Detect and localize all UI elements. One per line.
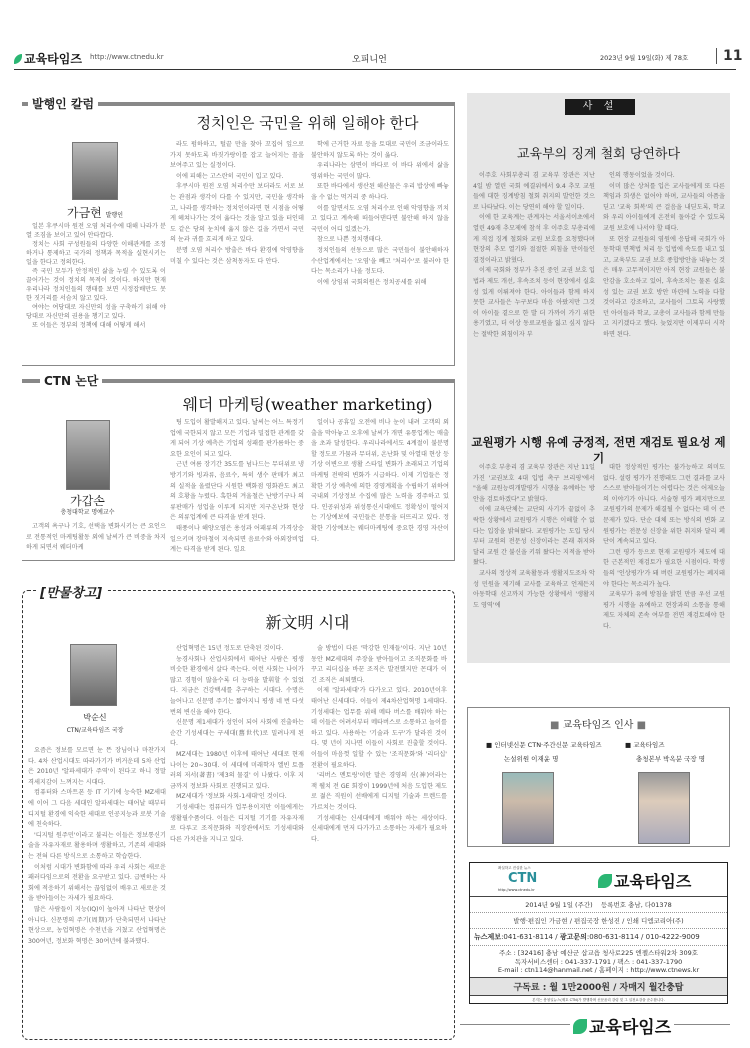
subscription: 구독료 : 월 1만2000원 / 자매지 월간충탑 xyxy=(470,978,727,996)
author-role: 충청대학교 명예교수 xyxy=(60,509,115,516)
paragraph: 이에 교육단체는 교단의 사기가 끝없이 추락한 상황에서 교원평가 시행은 이해할 수 없다는 입장을 밝혀왔다. 교원평가는 도입 당시부터 교원의 전문성 신장이라는 본래 취지와 달리 교원 간 불신을 키워 왔다는 지적을 받아왔다. xyxy=(473,506,595,567)
issue-date: 2023년 9월 19일(화) 제 78호 xyxy=(600,54,689,62)
greeting-right-org-text: 교육타임즈 xyxy=(633,741,665,749)
article-column-2 xyxy=(170,644,304,1034)
author-photo xyxy=(66,420,110,490)
editorial-1-column-2 xyxy=(603,171,725,411)
masthead-box xyxy=(469,862,728,1004)
article-title: 新文明 시대 xyxy=(265,613,350,632)
paragraph: 또 현장 교원들의 염원에 응답해 국회가 아동학대 면책법 처리 등 입법에 속도를 내고 있고, 교육부도 교권 보호 종합방안을 내놓는 것은 매우 고무적이지만 아직 현장 교원들은 불안감을 호소하고 있어, 후속조치는 물론 실효성 있는 교권 보호 방안 마련에 노력을 다할 것이라고 강조하고, 교사들이 그토록 사랑했던 아이들과 학교, 교총이 교사들과 함께 만들고 지키겠다고 했다. 늦었지만 이제부터 시작하면 된다. xyxy=(603,235,725,338)
ctn-url: http://www.ctnedu.kr xyxy=(498,888,535,892)
paragraph: 이미 많은 상처를 입은 교사들에게 또 다른 책임과 희생은 없어야 하며, 교사들의 아픔을 딛고 '교육 회복'의 큰 걸음을 내딛도록, 학교와 우리 아이들에게 온전히 돌아갈 수 있도록 교원 보호에 나서야 할 때다. xyxy=(603,182,725,232)
appointee-photo xyxy=(638,772,690,844)
paragraph: 학에 근거한 자료 등을 토대로 국민이 조금이라도 불안하지 않도록 하는 것이 옳다. xyxy=(311,141,449,159)
tips-phone: :041-631-8114 xyxy=(501,933,554,941)
greeting-left-org: ■ 인터넷신문 CTN·주간신문 교육타임즈 xyxy=(486,741,602,749)
masthead-contacts: 뉴스제보:041-631-8114 / 광고문의:080-631-8114 / 010-4222-9009 xyxy=(470,929,727,946)
author-role: 발행인 xyxy=(105,212,123,219)
leaf-logo-icon xyxy=(598,874,612,888)
paragraph: 후쿠시마 원전 오염 처리수만 보더라도 서로 보는 관점과 생각이 다를 수 있지만, 국민을 생각하고, 나라를 생각하는 정치인이라면 현 시점을 어떻게 헤쳐나가는 것이 옳다는 것을 알고 있을 터인데도 같은 당의 눈치에 옳지 않은 길을 가면서 국민의 눈과 귀를 흐리게 하고 있다. xyxy=(170,183,304,244)
paragraph: MZ세대는 1980년 이후에 태어난 세대로 현재 나이는 20~30대. 이 세대에 미래학자 엘빈 토플러의 저서(著書) '제3의 물결' 이 나왔다. 이후 지금까지 정보화 사회로 진행되고 있다. xyxy=(170,750,304,790)
paragraph: 교육부가 유예 방침을 밝힌 만큼 우선 교원평가 시행을 유예하고 현장과의 소통을 통해 제도 자체의 존속 여부를 전면 재검토해야 한다. xyxy=(603,591,725,630)
author-name: 박순신 xyxy=(83,713,107,722)
paragraph: 산업혁명은 15년 정도로 단축된 것이다. xyxy=(176,645,284,652)
ads-phone: :080-631-8114 / 010-4222-9009 xyxy=(586,933,700,941)
article-column-1 xyxy=(26,222,166,366)
address: 주소 : [32416] 충남 예산군 삽교읍 청사로225 엔젤스타워2차 309호 xyxy=(499,949,698,957)
article-title: 웨더 마케팅(weather marketing) xyxy=(182,395,433,414)
paragraph: 태풍이나 해양오염은 용성과 어패류의 가격상승 일으키며 장마철이 지속되면 음료수와 아외장비업계는 타격을 받게 된다. 일요 xyxy=(170,524,304,554)
editorial-1-column-1 xyxy=(473,171,595,411)
paragraph: 이에 피해는 고스란히 국민이 입고 있다. xyxy=(176,172,284,180)
article-column-3 xyxy=(311,418,449,558)
registration-number: 등록번호 충남, 다01378 xyxy=(600,901,672,909)
author-photo xyxy=(70,644,117,706)
paragraph: 여야는 여당대로 자신만의 성을 구축하기 위해 야당대로 자신만의 권용을 챙기고 있다. xyxy=(26,304,166,320)
page-header xyxy=(14,48,743,70)
editorial-2-column-1 xyxy=(473,463,595,655)
appointee-photo xyxy=(502,772,554,844)
article-column-2 xyxy=(170,418,304,558)
paragraph: 또한 바다에서 생산된 해산물은 우리 밥상에 빠놓을 수 없는 먹거리 중 하나다. xyxy=(311,183,449,201)
article-column-1 xyxy=(28,746,166,1034)
author-name: 가갑손 xyxy=(70,494,105,508)
header-url[interactable]: http://www.ctnedu.kr xyxy=(90,53,164,61)
paragraph: '디지털 원주민'이라고 불리는 이들은 정보통신기술을 자유자재로 활용하며 생활하고, 기존의 세대와는 전혀 다른 방식으로 소통하고 학습한다. xyxy=(28,831,166,860)
mulmul-label: [만물창고] xyxy=(36,582,106,601)
paragraph: 이제 '알파세대'가 다가오고 있다. 2010년이후 태어난 신세대다. 이들이 제4차산업혁명 1세대다. 기성세대는 업무를 위해 메타 버스를 배워야 하는데 이들은 어려서부터 메타버스로 소통하고 놀이를 하고 있다. 사용하는 '기술과 도구'가 달라진 것이다. 몇 년이 지나면 이들이 사회로 진출할 것이다. 이들이 마음껏 일할 수 있는 '조직문화'와 '리더십' 전환이 필요하다. xyxy=(311,687,447,769)
paragraph: 인의 행동이었을 것이다. xyxy=(609,172,675,179)
article-title: 정치인은 국민을 위해 일해야 한다 xyxy=(196,114,419,132)
article-column-2 xyxy=(170,140,304,337)
paragraph: 기성세대는 신세대에게 배워야 하는 세상이다. 신세대에게 먼저 다가가고 소통하는 자세가 필요하다. xyxy=(311,814,447,843)
footer-logo-text: 교육타임즈 xyxy=(589,1018,672,1038)
footer-logo xyxy=(570,1013,674,1038)
paragraph: 이처럼 시대가 변화함에 따라 우리 사회는 새로운 패러다임으로의 전환을 요구받고 있다. 급변하는 사회에 적응하기 위해서는 끊임없이 배우고 새로운 것을 받아들이는 자세가 필요하다. xyxy=(28,863,166,903)
email-homepage[interactable]: E-mail : ctn114@hanmail.net / 홈페이지 : http://www.ctnews.kr xyxy=(497,966,700,974)
editorial-box xyxy=(467,93,730,663)
paragraph: 이주호 부총리 겸 교육부 장관은 지난 11일 가진 '교권보호 4대 입법 촉구 브리핑'에서 "올해 교원능력개발평가 시행을 유예하는 방안을 검토하겠다"고 밝혔다. xyxy=(473,464,595,503)
masthead-logo-text: 교육타임즈 xyxy=(614,872,692,891)
author-name-text: 가금현 xyxy=(67,206,102,220)
paragraph: 팅 도입이 활발해지고 있다. 날씨는 어느 특정기업에 국한되지 않고 모든 기업과 밀접한 관계를 갖게 되어 기상 예측은 기업의 성패를 판가름하는 중요한 요인이 되고 있다. xyxy=(170,419,304,458)
paragraph: 이를 알면서도 오염 처리수로 인해 악영향을 끼치고 있다고 계속해 떠들어댄다면 불안해 하지 않을 국민이 어디 있겠는가. xyxy=(311,204,449,233)
paragraph: 농경사회나 산업사회에서 태어난 사람은 평생 비슷한 환경에서 살다 죽는다. 이런 사회는 나이가 많고 경험이 많을수록 더 능력을 발휘할 수 있었다. 지금은 건강백세를 추구하는 시대다. 수명은 늘어나고 신문명 주기는 짧아지니 평생 네 번 다섯 번의 변신을 해야 한다. xyxy=(170,655,304,716)
masthead-registration xyxy=(470,897,727,913)
paragraph: MZ세대가 '정보화 사회-1세대'인 것이다. xyxy=(176,793,287,801)
author-name xyxy=(40,204,150,221)
paragraph: 이제 국회와 정부가 추진 중인 교권 보호 입법과 제도 개선, 후속조치 등이 현장에서 실효성 있게 이뤄져야 한다. 아이들과 함께 하지 못한 교사들은 누구보다 마음 아팠지만 그것이 아이들 곁으로 한 발 더 가까이 가기 위한 용기였고, 더 이상 동료교원을 잃고 싶지 않다는 절박한 외침이자 부 xyxy=(473,267,595,338)
leaf-logo-icon xyxy=(14,54,22,64)
paragraph: 신문명 제1세대가 성인이 되어 사회에 진출하는 순간 기성세대는 구세대(舊世代)로 밀려나게 된다. xyxy=(170,719,304,748)
paragraph: 일본 후쿠시마 원전 오염 처리수에 대해 나라가 분열 조짐을 보이고 있어 안타깝다. xyxy=(26,223,166,239)
tips-label: 뉴스제보 xyxy=(474,933,502,941)
paragraph: 우리나라는 삼면이 바다로 이 바다 위에서 삶을 영위하는 국민이 많다. xyxy=(311,162,449,180)
header-logo xyxy=(14,50,82,67)
reader-service: 독자서비스센터 : 041-337-1791 / 팩스 : 041-337-1790 xyxy=(514,957,683,966)
leaf-logo-icon xyxy=(573,1019,587,1034)
paragraph: 정치는 사회 구성원들의 다양한 이해관계를 조정하거나 통제하고 국가의 정책과 목적을 실현시키는 일을 한다고 정의한다. xyxy=(26,241,166,266)
greeting-title-text: 교육타임즈 인사 xyxy=(562,720,634,731)
author-photo xyxy=(72,142,118,200)
paragraph: 컴퓨터와 스마트폰 등 IT 기기에 능숙한 MZ세대에 이어 그 다음 세대인 알파세대는 태어날 때부터 디지털 환경에 익숙한 세대로 인공지능과 로봇 기술에 친숙하다. xyxy=(28,789,166,829)
greeting-right-appt: 충청본부 박옥분 국장 명 xyxy=(636,755,705,763)
author-role: CTN/교육타임즈 국장 xyxy=(66,727,124,734)
article-column-3 xyxy=(311,644,447,1034)
ctn-tagline: 확실하고 진실한 뉴스 xyxy=(498,866,531,870)
ctn-logo: CTN xyxy=(508,871,538,886)
paragraph: 참으로 나쁜 정치행태다. xyxy=(317,236,383,244)
editorial-title-1: 교육부의 징계 철회 당연하다 xyxy=(516,147,681,162)
ctn-forum-label: CTN 논단 xyxy=(40,372,102,389)
masthead-footnote: 본지는 충청일뉴스(제호 CTN)가 발행하며 신문윤리 강령 및 그 실천요강을 준수합니다. xyxy=(532,997,665,1002)
paragraph: 라도 펌하하고, 털끝 만을 찾아 꼬집어 잎으로 가지 못하도록 바짓가랑이를 잡고 늘어지는 꼴을 보여주고 있는 실정이다. xyxy=(170,141,304,170)
paragraph: 이주호 사회부총리 겸 교육부 장관은 지난 4일 밤 열린 국회 예결위에서 9.4 추모 교원들에 대한 징계방침 철회 취지의 발언한 것으로 나타났다. 이는 당연히 해야 할 일이다. xyxy=(473,172,595,211)
article-column-1 xyxy=(26,522,166,556)
ads-label: 광고문의 xyxy=(559,933,587,941)
publisher-column-label: 발행인 칼럼 xyxy=(28,95,98,112)
logo-text: 교육타임즈 xyxy=(24,52,82,66)
greeting-left-appt: 논설위원 이재윤 명 xyxy=(504,755,559,763)
paragraph: 그런 평가 등으로 현재 교원평가 제도에 대한 근본적인 재검토가 필요한 시점이다. 학생들의 '인상평가'가 돼 버린 교원평가는 폐지돼야 한다는 목소리가 높다. xyxy=(603,548,725,588)
paragraph: 기성세대는 컴퓨터가 업무용이지만 이들에게는 생활필수품이다. 이들은 디지털 기기를 자유자재로 다루고 조직문화와 직장관에서도 기성세대와 다른 가치관을 지니고 있다. xyxy=(170,803,304,843)
paragraph: 많은 사람들이 지능(IQ)이 높아져 나타난 현상이 아니다. 신문명의 주기(周期)가 단축되면서 나타난 현상으로, 농업혁명은 수천년을 거쳤고 산업혁명은 300여년, 정보화 혁명은 30여년에 불과했다. xyxy=(28,905,166,945)
paragraph: 분명 오염 처리수 방출은 바다 환경에 악영향을 미칠 수 있다는 것은 삼척동자도 다 안다. xyxy=(170,246,304,265)
greeting-box xyxy=(467,707,730,847)
greeting-title: ■ 교육타임즈 인사 ■ xyxy=(549,720,647,731)
editorial-label: 사 설 xyxy=(565,99,635,115)
page-number: 11 xyxy=(716,48,742,64)
paragraph: 이에 한 교육계는 관계자는 서울서이초에서 열린 49재 추모제에 참석 후 이주호 부총리에게 직접 징계 철회와 교원 보호를 요청했다며 현장의 추모 열기와 절절한 외침을 만이들인 결정이라고 밝혔다. xyxy=(473,214,595,264)
greeting-left-org-text: 인터넷신문 CTN·주간신문 교육타임즈 xyxy=(494,741,602,749)
editorial-title-2: 교원평가 시행 유예 긍정적, 전면 재검토 필요성 제기 xyxy=(471,435,726,465)
paragraph: 즉 국민 모두가 안정적인 삶을 누릴 수 있도록 이끌어가는 것이 정치의 목적이 것이다. 하지만 현재 우리나라 정치인들의 행태를 보면 시정잡배만도 못한 짓거리를 서슴치 않고 있다. xyxy=(26,268,166,302)
section-name: 오피니언 xyxy=(352,55,387,65)
paragraph: 요즘은 정보를 모르면 눈 뜬 장님이나 마찬가지다. 4차 산업시대도 따라가기가 버거운데 5차 산업은 2010년 '알파세대가 주역'이 된다고 하니 정말 격세지감이 느껴지는 시대다. xyxy=(28,747,166,786)
article-column-3 xyxy=(311,140,449,337)
paragraph: 고객의 욕구나 기호, 선택을 변화시키는 큰 요인으로 전통적인 마케팅활동 외에 날씨가 큰 비중을 차지하게 되면서 웨더마케 xyxy=(26,523,166,552)
paragraph: 교사의 정상적 교육활동과 생활지도조차 악성 민원을 제기해 교사를 교육하고 언제든지 아동학대 신고까지 가능한 상황에서 '생활지도 영역'에 xyxy=(473,569,595,609)
paragraph: '리버스 멘토링'이란 말은 경영의 신(神)이라는 잭 웰치 전 GE 회장이 1999년에 처음 도입한 제도로 젊은 직원이 선배에게 디지털 기술과 트렌드를 가르치는 것이다. xyxy=(311,772,447,811)
masthead-address xyxy=(470,946,727,978)
founded-date: 2014년 9월 1일 (주간) xyxy=(525,901,593,909)
masthead-logos xyxy=(470,863,727,897)
editorial-2-column-2 xyxy=(603,463,725,655)
paragraph: 일이나 공휴일 오전에 비나 눈이 내려 고객의 외출을 막아놓고 오후에 날씨가 개면 유통업계는 매출을 초과 달성한다. 우리나라에서도 4계절이 불분명할 정도로 가뭄과 무더위, 온난화 및 아열대 현상 등 기상 이변으로 생활 스타일 변화가 초래되고 기업의 마케팅 전략의 변화가 시급하다. 이제 기업들은 정확한 기상 예측에 의한 경영계획을 수립하기 위하여 국내외 기상정보 수집에 많은 노력을 경주하고 있다. 인공위성과 위성통신시대에도 정확성이 떨어지는 기상예보에 국민들은 분통을 터뜨리고 있다. 정확한 기상예보는 웨더마케팅에 중요한 경영 자산이다. xyxy=(311,419,449,543)
masthead-logo xyxy=(598,869,691,892)
paragraph: 이에 상임위 국회의원은 정치공세를 위해 xyxy=(317,278,427,286)
paragraph: 정치인들의 선동으로 많은 국민들이 불안해하자 수산업계에서는 '오염'을 빼고 '처리수'로 불러야 한다는 목소리가 나올 정도다. xyxy=(311,246,449,276)
paragraph: 술 방법이 다른 '막강한 인재들'이다. 지난 10년동안 MZ세대의 주장을 받아들이고 조직문화를 바꾸고 리더십을 바꾼 조직은 발전했지만 꼰대가 이긴 조직은 쇠퇴했다. xyxy=(311,645,447,684)
paragraph: 대한 정상적인 평가는 불가능하고 의미도 없다. 설령 평가가 진행돼도 그런 결과를 교사 스스로 받아들이기는 어렵다는 것은 어제오늘의 이야기가 아니다. 서술형 평가 폐지만으로 교원평가의 문제가 해결될 수 없다는 데 이 큰 문제가 있다. 단순 대체 또는 방식의 변화 교원평가는 전문성 신장을 위한 취지와 달리 폐단이 계속되고 있다. xyxy=(603,464,725,546)
greeting-right-org: ■ 교육타임즈 xyxy=(625,741,665,749)
paragraph: 또 이들은 정부의 정책에 대해 어떻게 해서 xyxy=(32,322,146,329)
paragraph: 근년 여름 장기간 35도를 넘나드는 무더위로 냉방기기와 빙과류, 음료수, 특히 생수 판매가 최고의 실적을 올렸단다 시원한 백화점 영화관도 최고의 호황을 누렸다. 혹한의 겨울철은 난방기구나 의류판매가 성업을 이루게 되지만 지구온난화 현상은 의류업계에 큰 타격을 받게 된다. xyxy=(170,461,304,522)
masthead-staff: 발행·편집인 가금현 / 편집국장 한성진 / 인쇄 디엠코리아(주) xyxy=(470,913,727,929)
